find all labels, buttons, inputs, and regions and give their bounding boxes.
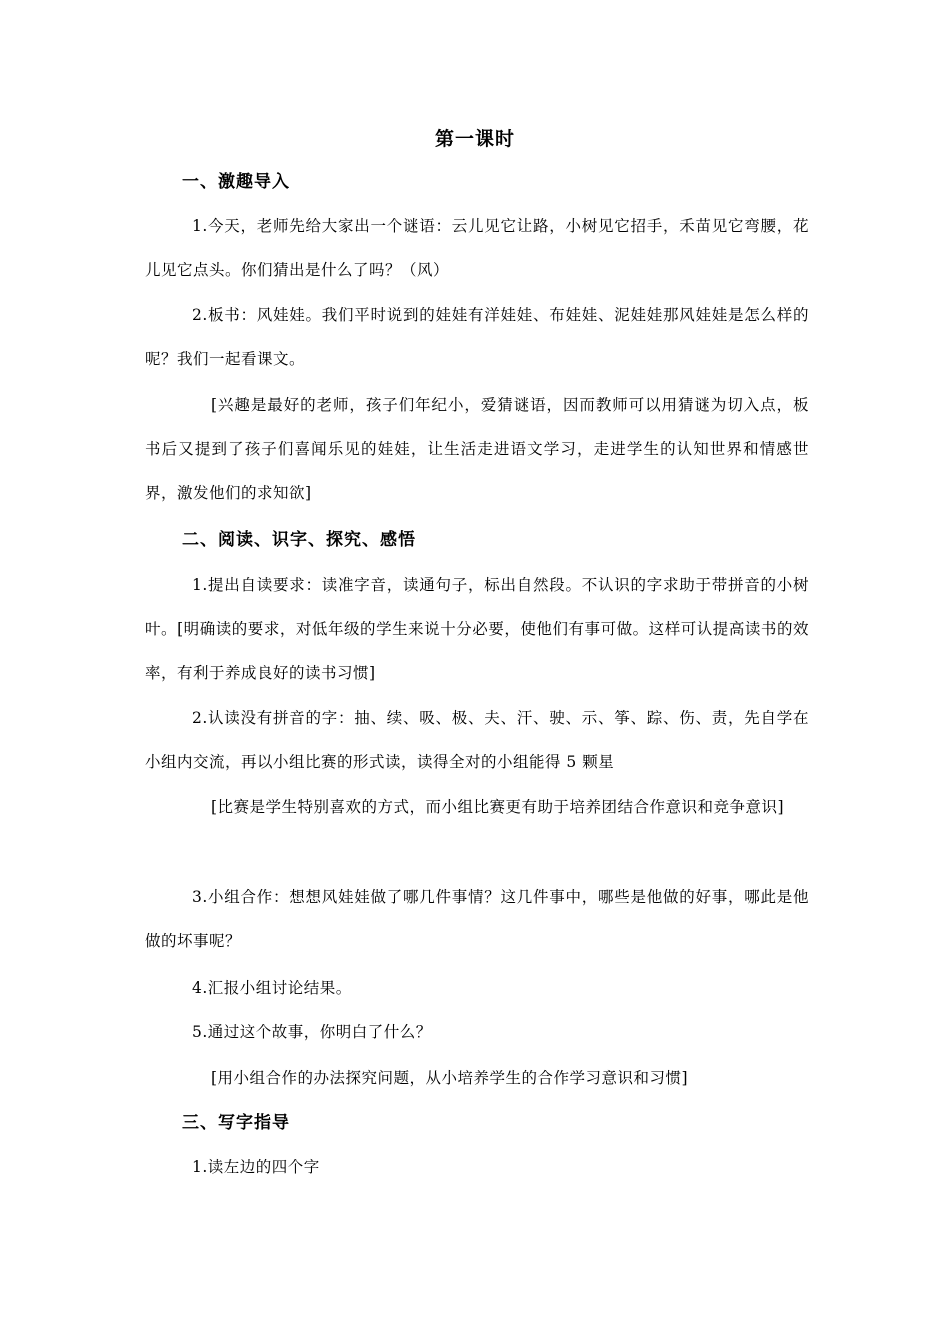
paragraph: 4.汇报小组讨论结果。 — [192, 979, 352, 997]
teaching-note: [比赛是学生特别喜欢的方式，而小组比赛更有助于培养团结合作意识和竞争意识] — [211, 798, 785, 816]
paragraph: 3.小组合作：想想风娃娃做了哪几件事情？这几件事中，哪些是他做的好事，哪此是他做的坏事呢？ — [145, 888, 809, 950]
paragraph: 1.今天，老师先给大家出一个谜语：云儿见它让路，小树见它招手，禾苗见它弯腰，花儿见它点头。你们猜出是什么了吗？（风） — [145, 217, 809, 279]
section-heading-2: 二、阅读、识字、探究、感悟 — [182, 530, 416, 550]
paragraph: 5.通过这个故事，你明白了什么？ — [192, 1023, 432, 1041]
paragraph: 2.认读没有拼音的字：抽、续、吸、极、夫、汗、驶、示、筝、踪、伤、责，先自学在小组内交流，再以小组比赛的形式读，读得全对的小组能得 5 颗星 — [145, 709, 809, 771]
page-title: 第一课时 — [434, 128, 515, 150]
section-heading-1: 一、激趣导入 — [182, 172, 290, 192]
teaching-note: [兴趣是最好的老师，孩子们年纪小，爱猜谜语，因而教师可以用猜谜为切入点，板书后又提到了孩子们喜闻乐见的娃娃，让生活走进语文学习，走进学生的认知世界和情感世界，激发他们的求知欲] — [145, 396, 809, 502]
paragraph: 2.板书：风娃娃。我们平时说到的娃娃有洋娃娃、布娃娃、泥娃娃那风娃娃是怎么样的呢？我们一起看课文。 — [145, 306, 809, 368]
teaching-note: [用小组合作的办法探究问题，从小培养学生的合作学习意识和习惯] — [211, 1069, 689, 1087]
paragraph: 1.读左边的四个字 — [192, 1158, 320, 1176]
paragraph: 1.提出自读要求：读准字音，读通句子，标出自然段。不认识的字求助于带拼音的小树叶。[明确读的要求，对低年级的学生来说十分必要，使他们有事可做。这样可认提高读书的效率，有利于养成良好的读书习惯] — [145, 576, 809, 682]
section-heading-3: 三、写字指导 — [182, 1113, 290, 1133]
